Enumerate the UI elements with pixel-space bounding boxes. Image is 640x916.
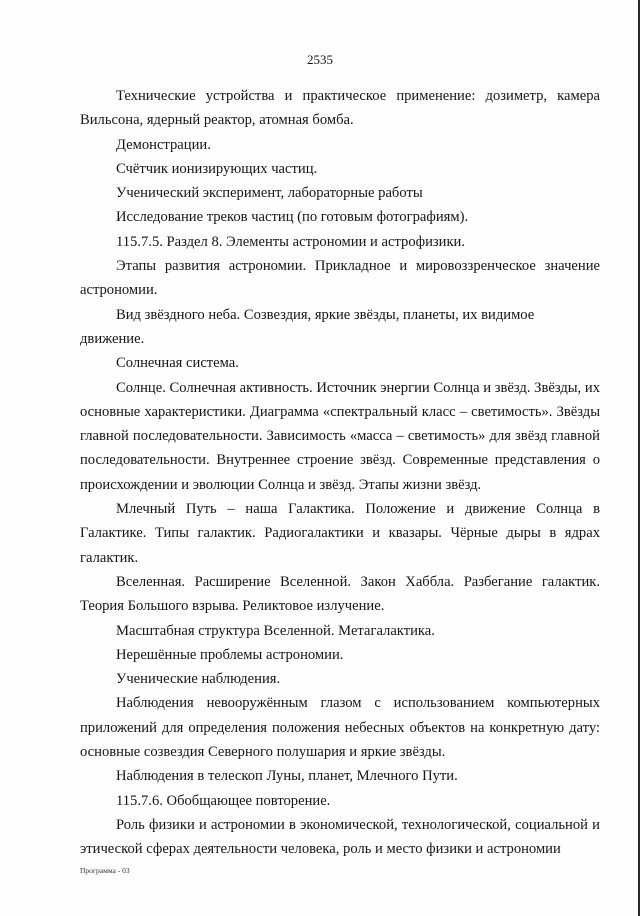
paragraph-solar-system: Солнечная система. — [116, 355, 239, 372]
page-number: 2535 — [307, 52, 333, 67]
paragraph-observations: Ученические наблюдения. — [116, 671, 281, 688]
document-body — [80, 84, 600, 862]
paragraph-student-experiment: Ученический эксперимент, лабораторные работы — [116, 185, 423, 202]
paragraph-milky-way: Млечный Путь – наша Галактика. Положение и движение Солнца в Галактике. Типы галактик. Радиогалактики и квазары. Чёрные дыры в ядрах галактик. — [80, 501, 600, 566]
paragraph-problems: Нерешённые проблемы астрономии. — [116, 646, 344, 663]
paragraph-stages: Этапы развития астрономии. Прикладное и мировоззренческое значение астрономии. — [80, 258, 600, 299]
footer-label: Программа - 03 — [80, 866, 130, 875]
paragraph-naked-eye: Наблюдения невооружённым глазом с использованием компьютерных приложений для определения положения небесных объектов на конкретную дату: основные созвездия Северного полушария и яркие звёзды. — [80, 695, 600, 761]
paragraph-sky: Вид звёздного неба. Созвездия, яркие звёзды, планеты, их видимое движение. — [80, 306, 535, 347]
paragraph-telescope: Наблюдения в телескоп Луны, планет, Млечного Пути. — [116, 768, 458, 785]
paragraph-universe: Вселенная. Расширение Вселенной. Закон Хаббла. Разбегание галактик. Теория Большого взрыва. Реликтовое излучение. — [80, 573, 600, 615]
section-heading-astronomy: 115.7.5. Раздел 8. Элементы астрономии и астрофизики. — [116, 233, 466, 250]
paragraph-track-study: Исследование треков частиц (по готовым фотографиям). — [116, 209, 469, 226]
paragraph-role: Роль физики и астрономии в экономической, технологической, социальной и этической сферах деятельности человека, роль и место физики и астрономии — [80, 816, 600, 858]
paragraph-devices: Технические устройства и практическое применение: дозиметр, камера Вильсона, ядерный реактор, атомная бомба. — [80, 88, 600, 129]
section-heading-review: 115.7.6. Обобщающее повторение. — [116, 792, 331, 809]
paragraph-large-scale: Масштабная структура Вселенной. Метагалактика. — [116, 622, 435, 639]
paragraph-demonstrations: Демонстрации. — [116, 136, 211, 153]
paragraph-counter: Счётчик ионизирующих частиц. — [116, 160, 318, 177]
paragraph-sun: Солнце. Солнечная активность. Источник энергии Солнца и звёзд. Звёзды, их основные характеристики. Диаграмма «спектральный класс – светимость». Звёзды главной последовательности. Зависимость «масса – светимость» для звёзд главной последовательности. Внутреннее строение звёзд. Современные представления о происхождении и эволюции Солнца и звёзд. Этапы жизни звёзд. — [80, 379, 600, 493]
